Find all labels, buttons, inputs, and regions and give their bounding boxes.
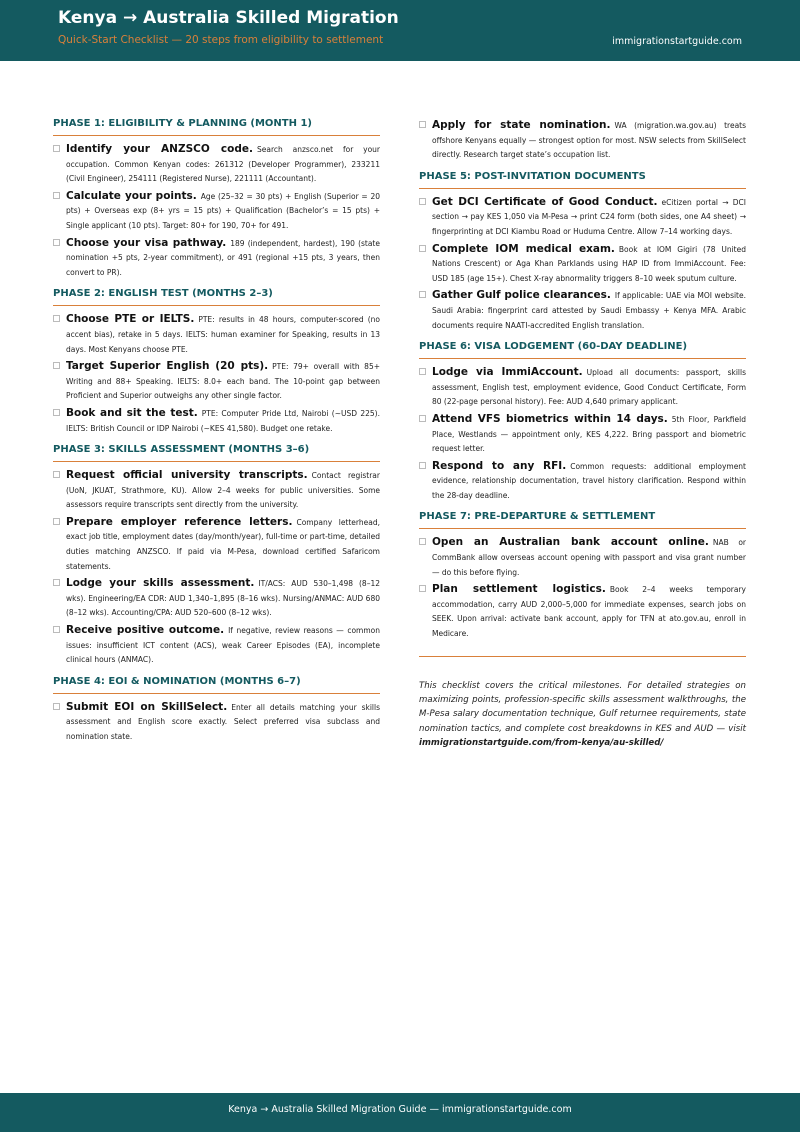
item-heading: Attend VFS biometrics within 14 days.	[432, 412, 668, 425]
item-body: PTE: Computer Pride Ltd, Nairobi (~USD 225). IELTS: British Council or IDP Nairobi (~KES 41,580). Budget one retake.	[66, 408, 380, 433]
item-body: Search anzsco.net for your occupation. Common Kenyan codes: 261312 (Developer Programmer), 233211 (Civil Engineer), 254111 (Registered Nurse), 221111 (Accountant).	[66, 145, 381, 184]
checklist-item	[53, 236, 380, 281]
item-body: Book at IOM Gigiri (78 United Nations Crescent) or Aga Khan Parklands using HAP ID from ImmiAccount. Fee: USD 185 (age 15+). Chest X-ray abnormality triggers 8–10 week sputum culture.	[432, 244, 746, 283]
item-heading: Prepare employer reference letters.	[66, 515, 293, 528]
item-heading: Open an Australian bank account online.	[432, 536, 709, 549]
item-heading: Gather Gulf police clearances.	[432, 289, 611, 302]
item-body: If negative, review reasons — common issues: insufficient ICT content (ACS), weak Career Episodes (EA), incomplete clinical hours (ANMAC).	[66, 626, 380, 665]
checklist-item	[53, 142, 380, 187]
item-heading: Choose PTE or IELTS.	[66, 313, 195, 326]
item-heading: Submit EOI on SkillSelect.	[66, 700, 228, 713]
item-body: If applicable: UAE via MOI website. Saudi Arabia: fingerprint card attested by Saudi Embassy + Kenya MFA. Arabic documents require NAATI-accredited English translation.	[432, 291, 746, 330]
checkbox-icon[interactable]	[53, 145, 60, 152]
checklist-item	[53, 515, 380, 574]
phase-3-checklist	[53, 468, 380, 668]
checklist-item	[53, 623, 380, 668]
item-heading: Plan settlement logistics.	[432, 583, 606, 596]
item-heading: Get DCI Certificate of Good Conduct.	[432, 195, 658, 208]
checkbox-icon[interactable]	[419, 415, 426, 422]
phase-2-checklist	[53, 312, 380, 436]
item-body: WA (migration.wa.gov.au) treats offshore Kenyans equally — strongest option for most. NSW selects from SkillSelect directly. Research target state’s occupation list.	[432, 121, 747, 160]
left-column	[53, 118, 380, 753]
right-column	[419, 118, 746, 751]
phase-5-checklist	[419, 195, 746, 333]
checkbox-icon[interactable]	[53, 239, 60, 246]
phase-6-checklist	[419, 365, 746, 503]
item-body: Book 2–4 weeks temporary accommodation, carry AUD 2,000–5,000 for immediate expenses, search jobs on SEEK. Upon arrival: activate bank account, apply for TFN at ato.gov.au, enroll in Medicare.	[432, 585, 746, 639]
item-heading: Receive positive outcome.	[66, 624, 225, 637]
checkbox-icon[interactable]	[53, 471, 60, 478]
item-heading: Respond to any RFI.	[432, 459, 567, 472]
phase-4-checklist	[53, 700, 380, 745]
item-heading: Request official university transcripts.	[66, 469, 308, 482]
item-body: PTE: results in 48 hours, computer-scored (no accent bias), retake in 5 days. IELTS: human examiner for Speaking, results in 13 days. Most Kenyans choose PTE.	[66, 315, 380, 354]
checklist-item	[419, 242, 746, 287]
checkbox-icon[interactable]	[53, 703, 60, 710]
phase-1-title: PHASE 1: ELIGIBILITY & PLANNING (MONTH 1)	[53, 118, 380, 136]
page-header	[0, 0, 800, 61]
phase-7-title: PHASE 7: PRE-DEPARTURE & SETTLEMENT	[419, 511, 746, 529]
checklist-item	[53, 468, 380, 513]
page-title: Kenya → Australia Skilled Migration	[58, 8, 399, 28]
checkbox-icon[interactable]	[53, 315, 60, 322]
closing-text: This checklist covers the critical milestones. For detailed strategies on maximizing points, profession-specific skills assessment walkthroughs, the M-Pesa salary documentation technique, Gulf returnee requirements, state nomination tactics, and complete cost breakdowns in KES and AUD — visit	[419, 680, 746, 734]
item-body: 189 (independent, hardest), 190 (state nomination +5 pts, 2-year commitment), or 491 (regional +15 pts, 3 years, then convert to PR).	[66, 238, 380, 277]
item-body: Contact registrar (UoN, JKUAT, Strathmore, KU). Allow 2–4 weeks for public universities. Some assessors require transcripts sent directly from the university.	[66, 471, 380, 510]
item-body: Upload all documents: passport, skills assessment, English test, employment evidence, Good Conduct Certificate, Form 80 (22-page personal history). Fee: AUD 4,640 primary applicant.	[432, 368, 746, 407]
checklist-item	[419, 288, 746, 333]
page-subtitle: Quick-Start Checklist — 20 steps from eligibility to settlement	[58, 34, 384, 46]
item-heading: Lodge your skills assessment.	[66, 577, 255, 590]
checklist-item	[419, 365, 746, 410]
checklist-item	[53, 700, 380, 745]
checkbox-icon[interactable]	[419, 245, 426, 252]
checklist-item	[419, 535, 746, 580]
checkbox-icon[interactable]	[419, 198, 426, 205]
item-body: IT/ACS: AUD 530–1,498 (8–12 wks). Engineering/EA CDR: AUD 1,340–1,895 (8–16 wks). Nursing/ANMAC: AUD 680 (8–12 wks). Accounting/CPA: AUD 520–600 (8–12 wks).	[66, 579, 380, 618]
checkbox-icon[interactable]	[419, 538, 426, 545]
checklist-item	[53, 312, 380, 357]
checklist-item	[419, 195, 746, 240]
item-heading: Choose your visa pathway.	[66, 236, 227, 249]
checkbox-icon[interactable]	[53, 409, 60, 416]
checkbox-icon[interactable]	[419, 462, 426, 469]
phase-4-title: PHASE 4: EOI & NOMINATION (MONTHS 6–7)	[53, 676, 380, 694]
item-heading: Lodge via ImmiAccount.	[432, 366, 583, 379]
item-heading: Complete IOM medical exam.	[432, 242, 615, 255]
item-body: Enter all details matching your skills assessment and English score exactly. Select preferred visa subclass and nomination state.	[66, 702, 380, 741]
item-body: Common requests: additional employment evidence, relationship documentation, travel history clarification. Respond within the 28-day deadline.	[432, 461, 746, 500]
checkbox-icon[interactable]	[419, 368, 426, 375]
phase-4-checklist-continued	[419, 118, 746, 163]
checklist-item	[53, 189, 380, 234]
site-url[interactable]: immigrationstartguide.com	[612, 36, 742, 47]
item-body: eCitizen portal → DCI section → pay KES 1,050 via M-Pesa → print C24 form (both sides, one A4 sheet) → fingerprinting at DCI Kiambu Road or Huduma Centre. Allow 7–14 working days.	[432, 197, 746, 236]
item-heading: Book and sit the test.	[66, 406, 198, 419]
page-footer: Kenya → Australia Skilled Migration Guide — immigrationstartguide.com	[0, 1093, 800, 1132]
phase-7-checklist	[419, 535, 746, 641]
item-body: Company letterhead, exact job title, employment dates (day/month/year), full-time or part-time, detailed duties matching ANZSCO. If paid via M-Pesa, download certified Safaricom statements.	[66, 517, 380, 571]
item-heading: Apply for state nomination.	[432, 119, 611, 131]
item-heading: Identify your ANZSCO code.	[66, 143, 253, 155]
guide-link[interactable]: immigrationstartguide.com/from-kenya/au-skilled/	[419, 738, 664, 749]
item-heading: Target Superior English (20 pts).	[66, 360, 269, 373]
checklist-item	[419, 459, 746, 504]
checkbox-icon[interactable]	[53, 518, 60, 525]
checkbox-icon[interactable]	[419, 121, 426, 128]
phase-6-title: PHASE 6: VISA LODGEMENT (60-DAY DEADLINE)	[419, 341, 746, 359]
phase-2-title: PHASE 2: ENGLISH TEST (MONTHS 2–3)	[53, 288, 380, 306]
phase-1-checklist	[53, 142, 380, 280]
item-body: NAB or CommBank allow overseas account opening with passport and visa grant number — do this before flying.	[432, 538, 746, 577]
checklist-item	[53, 406, 380, 436]
checkbox-icon[interactable]	[53, 626, 60, 633]
checkbox-icon[interactable]	[53, 362, 60, 369]
checklist-item	[419, 582, 746, 641]
item-body: PTE: 79+ overall with 85+ Writing and 88+ Speaking. IELTS: 8.0+ each band. The 10-point gap between Proficient and Superior outweighs any other single factor.	[66, 362, 381, 401]
checklist-item	[419, 412, 746, 457]
checklist-item	[419, 118, 746, 163]
phase-5-title: PHASE 5: POST-INVITATION DOCUMENTS	[419, 171, 746, 189]
item-body: 5th Floor, Parkfield Place, Westlands — appointment only, KES 4,222. Bring passport and biometric request letter.	[432, 414, 746, 454]
checkbox-icon[interactable]	[419, 291, 426, 298]
checklist-item	[53, 359, 380, 404]
item-heading: Calculate your points.	[66, 189, 197, 202]
checkbox-icon[interactable]	[53, 579, 60, 586]
closing-note	[419, 679, 746, 751]
checkbox-icon[interactable]	[53, 192, 60, 199]
item-body: Age (25–32 = 30 pts) + English (Superior = 20 pts) + Overseas exp (8+ yrs = 15 pts) + Qualification (Bachelor’s = 15 pts) + Single applicant (10 pts). Target: 80+ for 190, 70+ for 491.	[66, 191, 381, 230]
section-divider	[419, 656, 746, 657]
phase-3-title: PHASE 3: SKILLS ASSESSMENT (MONTHS 3–6)	[53, 444, 380, 462]
checklist-item	[53, 576, 380, 621]
checkbox-icon[interactable]	[419, 585, 426, 592]
